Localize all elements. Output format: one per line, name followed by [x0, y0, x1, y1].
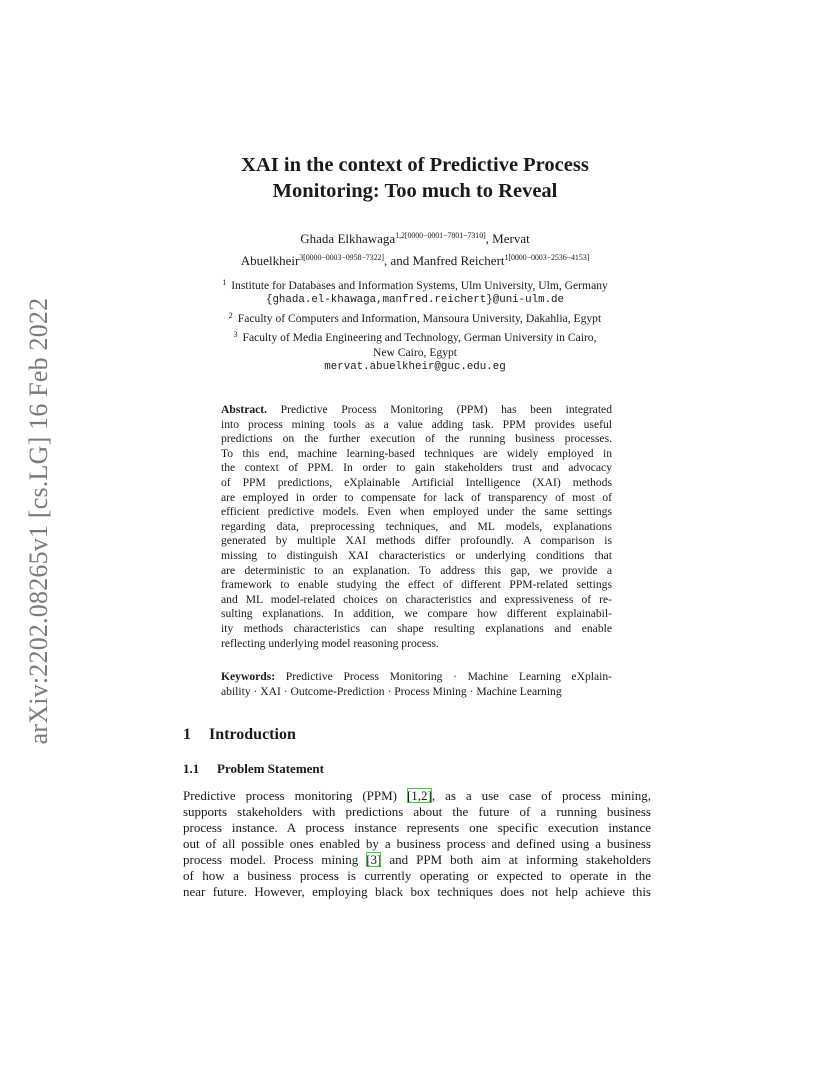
arxiv-sidebar-stamp	[24, 286, 54, 756]
abstract-line: reflecting underlying model reasoning process.	[221, 636, 439, 650]
author-name: Ghada Elkhawaga	[300, 231, 396, 246]
section-title: Introduction	[209, 726, 296, 743]
body-line: supports stakeholders with predictions about the future of a running business	[183, 804, 651, 819]
author-name: Abuelkheir	[240, 253, 300, 268]
paper-title	[180, 152, 650, 204]
body-text-span: Predictive process monitoring (PPM)	[183, 788, 407, 803]
affiliation-1	[150, 275, 680, 293]
abstract-line: efficient predictive models. Even when employed under the same settings	[221, 505, 612, 519]
abstract-line: sulting explanations. In addition, we compare how different explainabil-	[221, 607, 612, 621]
abstract-line: are employed in order to compensate for lack of transparency of most of	[221, 490, 612, 504]
author-block	[150, 226, 680, 270]
affiliation-number: 2	[228, 311, 233, 321]
section-heading	[183, 726, 296, 744]
author-line-2	[150, 248, 680, 270]
affiliation-number: 1	[222, 278, 227, 287]
arxiv-identifier: arXiv:2202.08265v1 [cs.LG] 16 Feb 2022	[24, 297, 53, 745]
citation-link[interactable]: [3]	[366, 852, 382, 867]
keywords-line	[221, 670, 612, 685]
affiliation-text: Faculty of Computers and Information, Mansoura University, Dakahlia, Egypt	[237, 312, 602, 326]
body-line	[183, 852, 651, 868]
author-orcid: 1[0000−0003−2536−4153]	[504, 253, 590, 262]
abstract-label: Abstract.	[221, 403, 268, 416]
affiliation-2	[150, 308, 680, 326]
citation-link[interactable]: [1,2]	[406, 788, 432, 803]
body-line: near future. However, employing black box techniques does not help achieve this	[183, 884, 651, 899]
abstract-line: are deterministic to an explanation. To address this gap, we provide a	[221, 563, 612, 577]
author-line-1	[150, 226, 680, 248]
abstract	[221, 403, 612, 651]
section-number: 1	[183, 726, 191, 743]
abstract-line: framework to enable studying the effect of different PPM-related settings	[221, 578, 612, 592]
abstract-text: Predictive Process Monitoring (PPM) has been integrated	[280, 403, 612, 416]
subsection-title: Problem Statement	[217, 761, 324, 776]
abstract-line	[221, 403, 612, 418]
body-text-span: , as a use case of process mining,	[431, 788, 651, 803]
abstract-line: of PPM predictions, eXplainable Artificial Intelligence (XAI) methods	[221, 475, 612, 489]
keywords-line: ability · XAI · Outcome-Prediction · Process Mining · Machine Learning	[221, 684, 562, 698]
author-name: , and Manfred Reichert	[383, 253, 505, 268]
affiliation-number: 3	[233, 329, 238, 339]
abstract-line: predictions on the further execution of the running business processes.	[221, 432, 612, 446]
keywords-text: Predictive Process Monitoring · Machine Learning eXplain-	[285, 670, 612, 683]
keywords-label: Keywords:	[221, 670, 276, 683]
abstract-line: regarding data, preprocessing techniques, and ML models, explanations	[221, 519, 612, 533]
affiliation-email-1: {ghada.el-khawaga,manfred.reichert}@uni-ulm.de	[265, 294, 565, 307]
affiliation-text: Institute for Databases and Information Systems, Ulm University, Ulm, Germany	[231, 279, 608, 292]
affiliation-3-cont: New Cairo, Egypt	[372, 345, 458, 359]
body-line: of how a business process is currently operating or expected to operate in the	[183, 868, 651, 883]
subsection-number: 1.1	[183, 761, 200, 776]
body-text-span: process model. Process mining	[183, 852, 367, 867]
affiliation-text: Faculty of Media Engineering and Technology, German University in Cairo,	[242, 330, 597, 344]
affiliations	[150, 275, 680, 375]
abstract-line: missing to distinguish XAI characteristics or underlying conditions that	[221, 548, 612, 562]
affiliation-3	[150, 327, 680, 345]
subsection-heading	[183, 761, 324, 777]
body-text-span: and PPM both aim at informing stakeholders	[381, 852, 651, 867]
abstract-line: To this end, machine learning-based techniques are widely employed in	[221, 446, 612, 460]
author-orcid: 1,2[0000−0001−7801−7310]	[395, 231, 486, 240]
body-text	[183, 788, 651, 900]
title-line-1: XAI in the context of Predictive Process	[241, 154, 589, 176]
abstract-line: the context of PPM. In order to gain stakeholders trust and advocacy	[221, 461, 612, 475]
affiliation-email-3: mervat.abuelkheir@guc.edu.eg	[324, 361, 506, 374]
body-line	[183, 788, 651, 804]
abstract-line: into process mining tools as a value adding task. PPM provides useful	[221, 417, 612, 431]
author-name: , Mervat	[485, 231, 530, 246]
abstract-line: ity methods characteristics can shape resulting explanations and enable	[221, 621, 612, 635]
abstract-line: and ML model-related choices on characteristics and expressiveness of re-	[221, 592, 612, 606]
body-line: process instance. A process instance represents one specific execution instance	[183, 820, 651, 835]
abstract-line: generated by multiple XAI methods differ profoundly. A comparison is	[221, 534, 612, 548]
title-line-2: Monitoring: Too much to Reveal	[272, 180, 558, 202]
keywords	[221, 670, 612, 699]
author-orcid: 3[0000−0003−0958−7322]	[299, 253, 384, 262]
body-line: out of all possible ones enabled by a business process and defined using a business	[183, 836, 651, 851]
